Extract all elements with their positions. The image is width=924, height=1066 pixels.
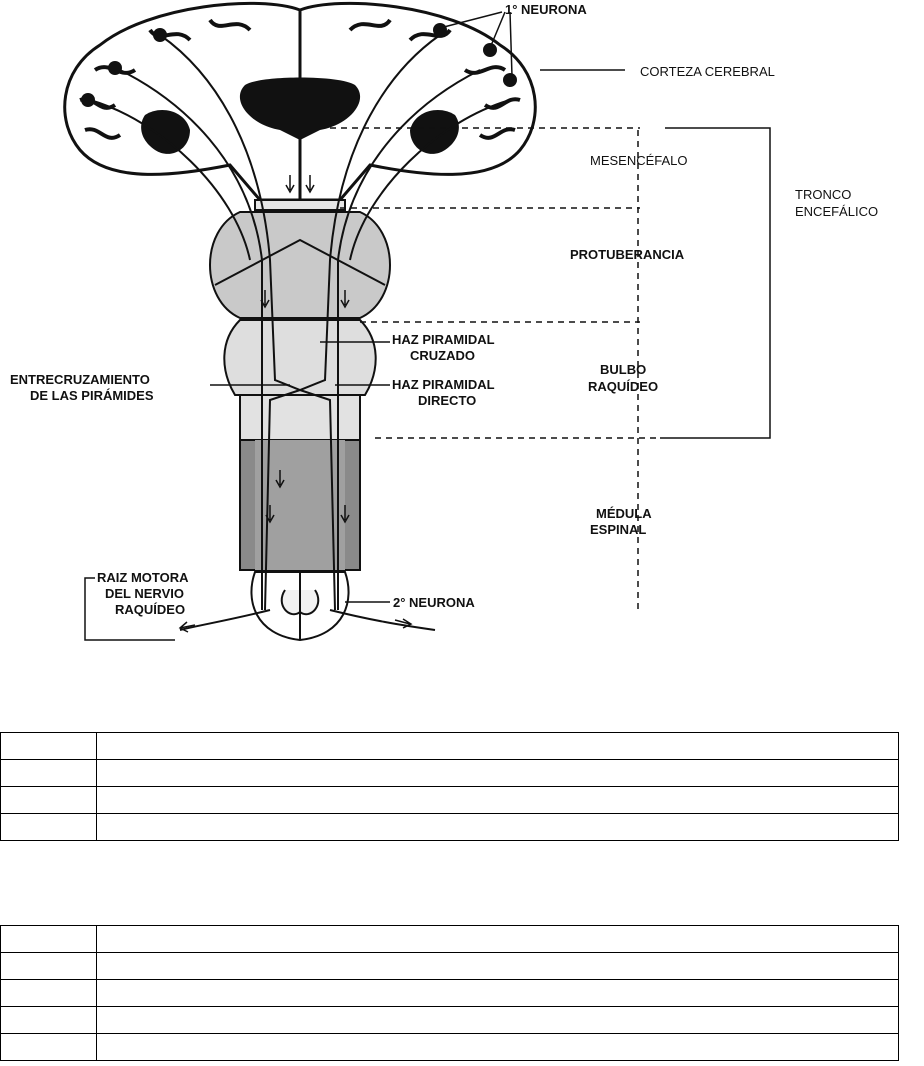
table-row	[1, 760, 899, 787]
label-entrecruzamiento-line1: ENTRECRUZAMIENTO	[10, 372, 150, 387]
table-cell	[1, 1034, 97, 1061]
table-cell	[1, 760, 97, 787]
table-cell	[97, 1007, 899, 1034]
label-raiz-line2: DEL NERVIO	[105, 586, 184, 601]
table-row	[1, 787, 899, 814]
label-corteza-cerebral: CORTEZA CEREBRAL	[640, 64, 775, 79]
table-cell	[1, 814, 97, 841]
table-row	[1, 1007, 899, 1034]
table-row	[1, 926, 899, 953]
label-haz-directo-line2: DIRECTO	[418, 393, 477, 408]
label-neurona-2: 2° NEURONA	[393, 595, 475, 610]
table-row	[1, 814, 899, 841]
blank-table-2-body	[1, 926, 899, 1061]
table-cell	[1, 1007, 97, 1034]
table-cell	[1, 733, 97, 760]
label-entrecruzamiento-line2: DE LAS PIRÁMIDES	[30, 388, 154, 403]
blank-table-1-body	[1, 733, 899, 841]
table-cell	[97, 926, 899, 953]
label-haz-cruzado-line2: CRUZADO	[410, 348, 475, 363]
label-raiz-line1: RAIZ MOTORA	[97, 570, 189, 585]
label-haz-directo-line1: HAZ PIRAMIDAL	[392, 377, 495, 392]
table-cell	[97, 760, 899, 787]
label-tronco-line2: ENCEFÁLICO	[795, 204, 879, 219]
table-row	[1, 1034, 899, 1061]
table-cell	[1, 953, 97, 980]
table-row	[1, 980, 899, 1007]
label-tronco-line1: TRONCO	[795, 187, 852, 202]
label-medula-line1: MÉDULA	[596, 506, 652, 521]
table-cell	[1, 926, 97, 953]
label-bulbo-line1: BULBO	[600, 362, 647, 377]
table-cell	[97, 953, 899, 980]
label-neurona-1: 1° NEURONA	[505, 2, 587, 17]
table-cell	[97, 787, 899, 814]
label-haz-cruzado-line1: HAZ PIRAMIDAL	[392, 332, 495, 347]
table-row	[1, 733, 899, 760]
label-raiz-line3: RAQUÍDEO	[115, 602, 186, 617]
label-protuberancia: PROTUBERANCIA	[570, 247, 685, 262]
blank-table-1	[0, 732, 899, 841]
label-bulbo-line2: RAQUÍDEO	[588, 379, 659, 394]
table-cell	[1, 980, 97, 1007]
blank-table-2	[0, 925, 899, 1061]
table-cell	[1, 787, 97, 814]
brainstem-bracket	[660, 128, 770, 438]
table-cell	[97, 814, 899, 841]
label-mesencefalo: MESENCÉFALO	[590, 153, 688, 168]
table-cell	[97, 1034, 899, 1061]
table-cell	[97, 980, 899, 1007]
table-row	[1, 953, 899, 980]
table-cell	[97, 733, 899, 760]
label-medula-line2: ESPINAL	[590, 522, 647, 537]
